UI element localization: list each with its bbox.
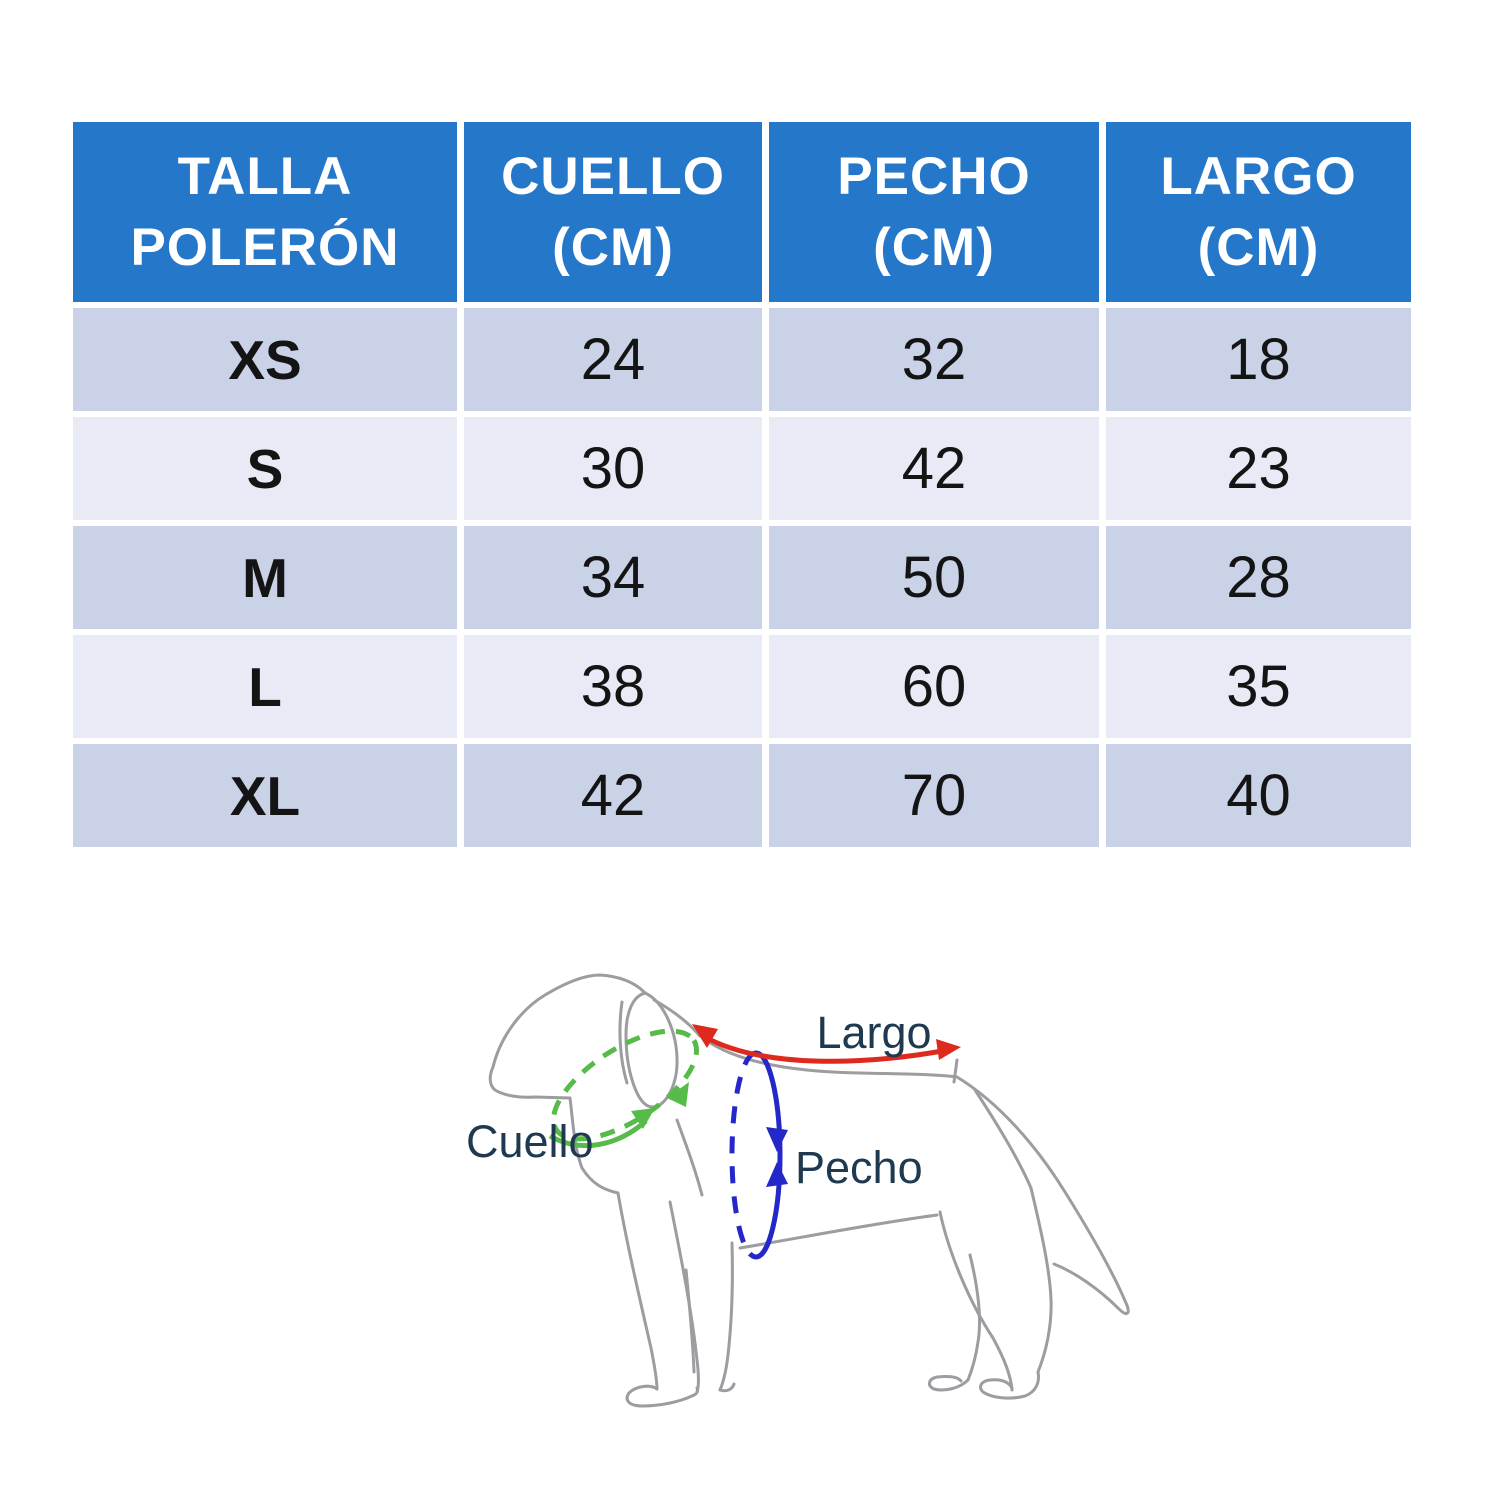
pecho-arrowhead-up	[766, 1162, 788, 1187]
cell-xs-cuello: 24	[464, 308, 762, 411]
header-line2: (CM)	[1197, 218, 1320, 277]
largo-label: Largo	[816, 1007, 932, 1058]
size-table	[66, 116, 1418, 853]
header-line2: POLERÓN	[130, 218, 400, 277]
cell-xs-largo: 18	[1106, 308, 1411, 411]
table-row-l	[73, 635, 1411, 738]
pecho-measure	[732, 1053, 788, 1257]
pecho-solid-arc	[756, 1053, 780, 1257]
cell-xl-largo: 40	[1106, 744, 1411, 847]
col-header-cuello	[464, 122, 762, 302]
cell-xs-pecho: 32	[769, 308, 1099, 411]
cell-l-largo: 35	[1106, 635, 1411, 738]
pecho-label: Pecho	[795, 1142, 923, 1193]
cell-l-pecho: 60	[769, 635, 1099, 738]
largo-arrowhead-right	[936, 1039, 961, 1060]
cell-l-cuello: 38	[464, 635, 762, 738]
cell-m-pecho: 50	[769, 526, 1099, 629]
cell-s-pecho: 42	[769, 417, 1099, 520]
header-line1: TALLA	[177, 146, 353, 206]
header-row	[73, 122, 1411, 302]
pecho-arrowhead-down	[766, 1127, 788, 1152]
cell-xl-talla: XL	[73, 744, 457, 847]
cell-xl-cuello: 42	[464, 744, 762, 847]
header-line2: (CM)	[552, 218, 674, 277]
cell-s-largo: 23	[1106, 417, 1411, 520]
cell-xl-pecho: 70	[769, 744, 1099, 847]
cell-s-cuello: 30	[464, 417, 762, 520]
header-line1: CUELLO	[501, 146, 725, 206]
pecho-dashed-arc	[732, 1053, 756, 1257]
header-line1: LARGO	[1160, 146, 1357, 206]
dog-measurement-diagram	[440, 940, 1160, 1440]
cell-xs-talla: XS	[73, 308, 457, 411]
cuello-label: Cuello	[466, 1116, 594, 1167]
header-line1: PECHO	[837, 146, 1031, 206]
table-row-xl	[73, 744, 1411, 847]
cell-l-talla: L	[73, 635, 457, 738]
col-header-largo	[1106, 122, 1411, 302]
cell-m-talla: M	[73, 526, 457, 629]
col-header-talla	[73, 122, 457, 302]
cell-m-largo: 28	[1106, 526, 1411, 629]
table-row-xs	[73, 308, 1411, 411]
table-row-s	[73, 417, 1411, 520]
cell-m-cuello: 34	[464, 526, 762, 629]
col-header-pecho	[769, 122, 1099, 302]
header-line2: (CM)	[873, 218, 995, 277]
cell-s-talla: S	[73, 417, 457, 520]
table-row-m	[73, 526, 1411, 629]
